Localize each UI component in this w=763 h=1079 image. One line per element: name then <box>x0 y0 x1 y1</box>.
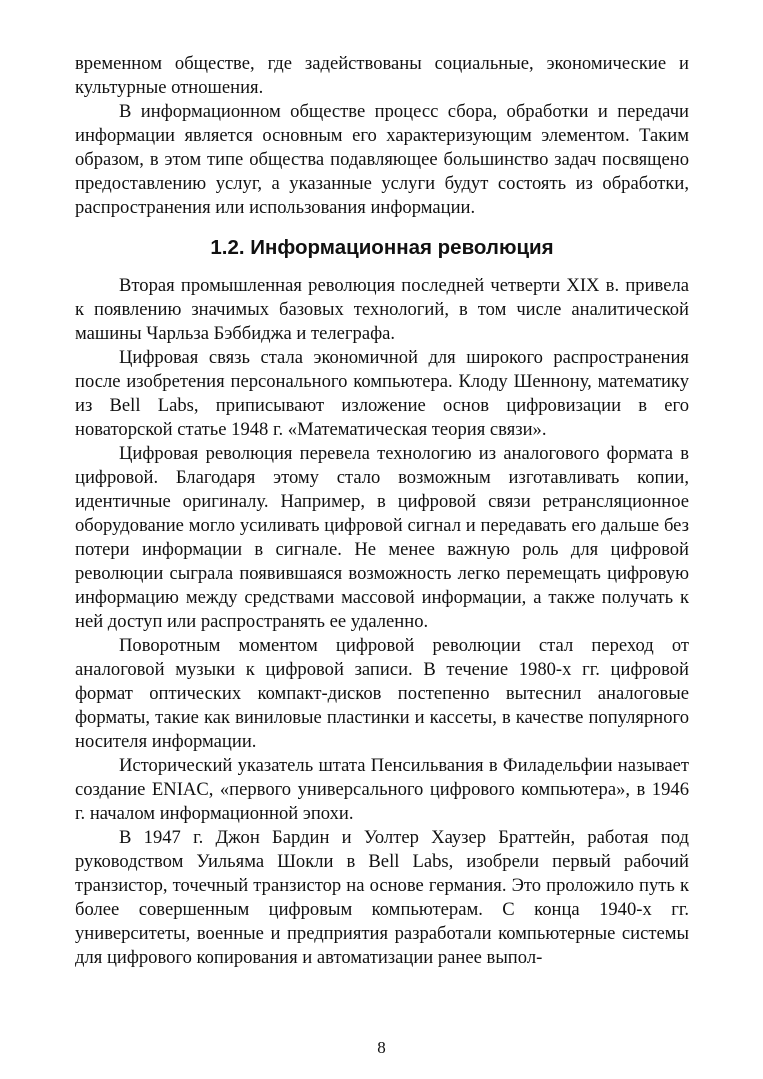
paragraph-transistor: В 1947 г. Джон Бардин и Уолтер Хаузер Браттейн, работая под руководством Уильяма Шокли в Bell Labs, изобрели первый рабочий транзистор, точечный транзистор на основе германия. Это проложило путь к более совершенным цифровым компьютерам. С конца 1940-х гг. университеты, военные и предприятия разработали компьютерные системы для цифрового копирования и автоматизации ранее выпол- <box>75 827 689 968</box>
paragraph-information-society: В информационном обществе процесс сбора, обработки и передачи информации является основным его характеризующим элементом. Таким образом, в этом типе общества подавляющее большинство задач посвящено предоставлению услуг, а указанные услуги будут состоять из обработки, распространения или использования информации. <box>75 101 689 218</box>
paragraph-industrial-revolution: Вторая промышленная революция последней четверти XIX в. привела к появлению значимых базовых технологий, в том числе аналитической машины Чарльза Бэббиджа и телеграфа. <box>75 275 689 344</box>
paragraph-digital-revolution: Цифровая революция перевела технологию из аналогового формата в цифровой. Благодаря этому стало возможным изготавливать копии, идентичные оригиналу. Например, в цифровой связи ретрансляционное оборудование могло усиливать цифровой сигнал и передавать его дальше без потери информации в сигнале. Не менее важную роль для цифровой революции сыграла появившаяся возможность легко перемещать цифровую информацию между средствами массовой информации, а также получать к ней доступ или распространять ее удаленно. <box>75 443 689 632</box>
page-number: 8 <box>377 1038 386 1057</box>
section-heading: 1.2. Информационная революция <box>210 236 554 259</box>
paragraph-digital-communication: Цифровая связь стала экономичной для широкого распространения после изобретения персонального компьютера. Клоду Шеннону, математику из Bell Labs, приписывают изложение основ цифровизации в его новаторской статье 1948 г. «Математическая теория связи». <box>75 347 689 440</box>
paragraph-digital-music: Поворотным моментом цифровой революции стал переход от аналоговой музыки к цифровой записи. В течение 1980-х гг. цифровой формат оптических компакт-дисков постепенно вытеснил аналоговые форматы, такие как виниловые пластинки и кассеты, в качестве популярного носителя информации. <box>75 635 689 752</box>
paragraph-continued: временном обществе, где задействованы социальные, экономические и культурные отношения. <box>75 53 689 98</box>
paragraph-eniac: Исторический указатель штата Пенсильвания в Филадельфии называет создание ENIAC, «первого универсального цифрового компьютера», в 1946 г. началом информационной эпохи. <box>75 755 689 824</box>
document-page <box>75 52 689 970</box>
